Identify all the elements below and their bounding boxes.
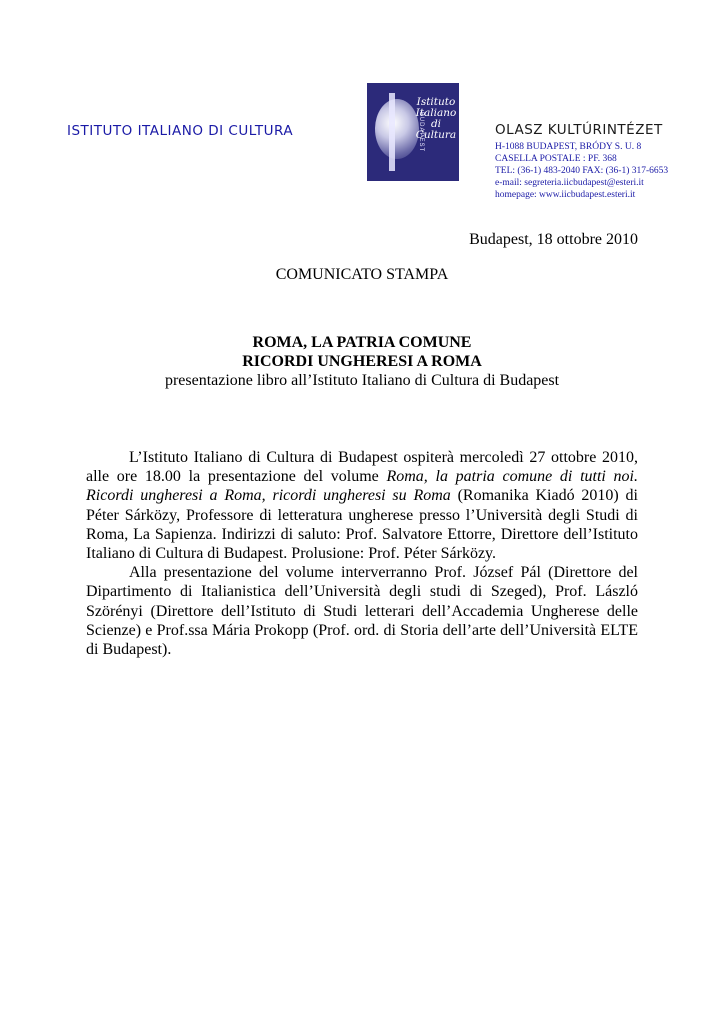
logo-vertical-text: BUDAPEST [418,111,425,153]
press-release-label: COMUNICATO STAMPA [275,266,449,283]
paragraph-2: Alla presentazione del volume interverranno Prof. József Pál (Direttore del Dipartimento di Italianistica dell’Università degli studi di Szeged), Prof. László Szörényi (Direttore dell’Istituto di Studi letterari dell’Accademia Ungherese delle Scienze) e Prof.ssa Mária Prokopp (Prof. ord. di Storia dell’arte dell’Università ELTE di Budapest). [86,564,638,659]
title-block [0,333,724,390]
body-text [86,448,638,659]
logo-script-text [414,97,458,141]
subtitle: presentazione libro all’Istituto Italiano di Cultura di Budapest [164,372,560,389]
paragraph-1-text: (Romanika Kiadó 2010) di Péter Sárközy, Professore di letteratura ungherese presso l’Università degli Studi di Roma, La Sapienza. Indirizzi di saluto: Prof. Salvatore Ettorre, Direttore dell’Istituto Italiano di Cultura di Budapest. Prolusione: Prof. Péter Sárközy. [86,487,638,563]
document-date: Budapest, 18 ottobre 2010 [469,231,638,248]
globe-icon [375,99,419,159]
logo-script-line: di [430,118,442,130]
title-line-1: ROMA, LA PATRIA COMUNE [252,334,472,351]
homepage-line: homepage: www.iicbudapest.esteri.it [495,190,636,200]
address-line: H-1088 BUDAPEST, BRÓDY S. U. 8 [495,142,642,152]
po-box-line: CASELLA POSTALE : PF. 368 [495,154,617,164]
phone-fax-line: TEL: (36-1) 483-2040 FAX: (36-1) 317-6653 [495,166,669,176]
logo-script-line: Italiano [415,107,457,119]
logo-script-line: Cultura [415,129,457,141]
logo-script-line: Istituto [416,96,456,108]
title-line-2: RICORDI UNGHERESI A ROMA [242,353,482,370]
email-line: e-mail: segreteria.iicbudapest@esteri.it [495,178,644,188]
institute-name-hungarian: OLASZ KULTÚRINTÉZET [495,122,663,138]
institute-contact-block [495,122,668,201]
institute-logo [367,83,459,181]
logo-band [389,93,395,171]
book-title: Roma, la patria comune di tutti noi. Ricordi ungheresi a Roma, ricordi ungheresi su Roma [86,468,638,505]
paragraph-1-text: L’Istituto Italiano di Cultura di Budapest ospiterà mercoledì 27 ottobre 2010, alle ore 18.00 la presentazione del volume [86,449,638,486]
institute-name-italian: ISTITUTO ITALIANO DI CULTURA [67,123,294,139]
paragraph-1 [86,448,638,563]
